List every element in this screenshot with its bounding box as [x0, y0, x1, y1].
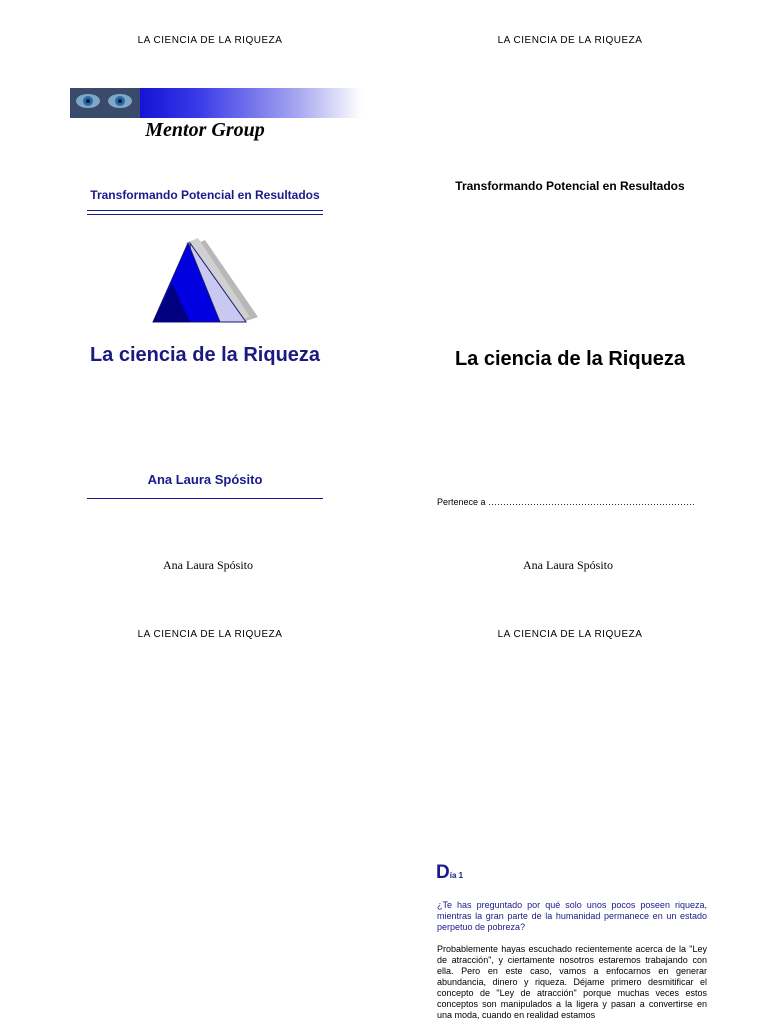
cover-author: Ana Laura Spósito — [147, 472, 263, 487]
pyramid-logo — [150, 235, 260, 325]
page-header: LA CIENCIA DE LA RIQUEZA — [497, 35, 643, 46]
chapter-question: ¿Te has preguntado por qué solo unos pocos poseen riqueza, mientras la gran parte de la humanidad permanece en un estado perpetuo de pobreza? — [437, 900, 707, 932]
divider — [87, 214, 323, 215]
author-name: Ana Laura Spósito — [523, 558, 613, 572]
chapter-initial: D — [436, 862, 450, 883]
divider — [87, 210, 323, 211]
cover-subtitle: Transformando Potencial en Resultados — [90, 188, 320, 202]
chapter-heading — [436, 862, 463, 884]
cover-title: La ciencia de la Riqueza — [89, 344, 321, 366]
chapter-paragraph: Probablemente hayas escuchado recientemente acerca de la "Ley de atracción", y ciertamente nosotros estaremos trabajando con ella. Pero en este caso, vamos a enfocarnos en generar abundancia, dinero y riqueza. Déjame primero desmitificar el concepto de "Ley de atracción" porque muchas veces estos conceptos son manipulados a la ligera y pasan a convertirse en una moda, cuando en realidad estamos — [437, 944, 707, 1020]
divider — [87, 498, 323, 499]
page-header: LA CIENCIA DE LA RIQUEZA — [497, 629, 643, 640]
title-page-title: La ciencia de la Riqueza — [454, 348, 686, 370]
brand-name: Mentor Group — [145, 119, 265, 141]
mentor-banner — [70, 88, 362, 118]
page-header: LA CIENCIA DE LA RIQUEZA — [137, 35, 283, 46]
page-header: LA CIENCIA DE LA RIQUEZA — [137, 629, 283, 640]
owner-line: Pertenece a …………………………………………………………… — [437, 497, 696, 507]
chapter-heading-rest: ía 1 — [449, 871, 464, 880]
title-page-subtitle: Transformando Potencial en Resultados — [455, 179, 685, 193]
eyes-icon — [70, 88, 140, 118]
author-name: Ana Laura Spósito — [163, 558, 253, 572]
